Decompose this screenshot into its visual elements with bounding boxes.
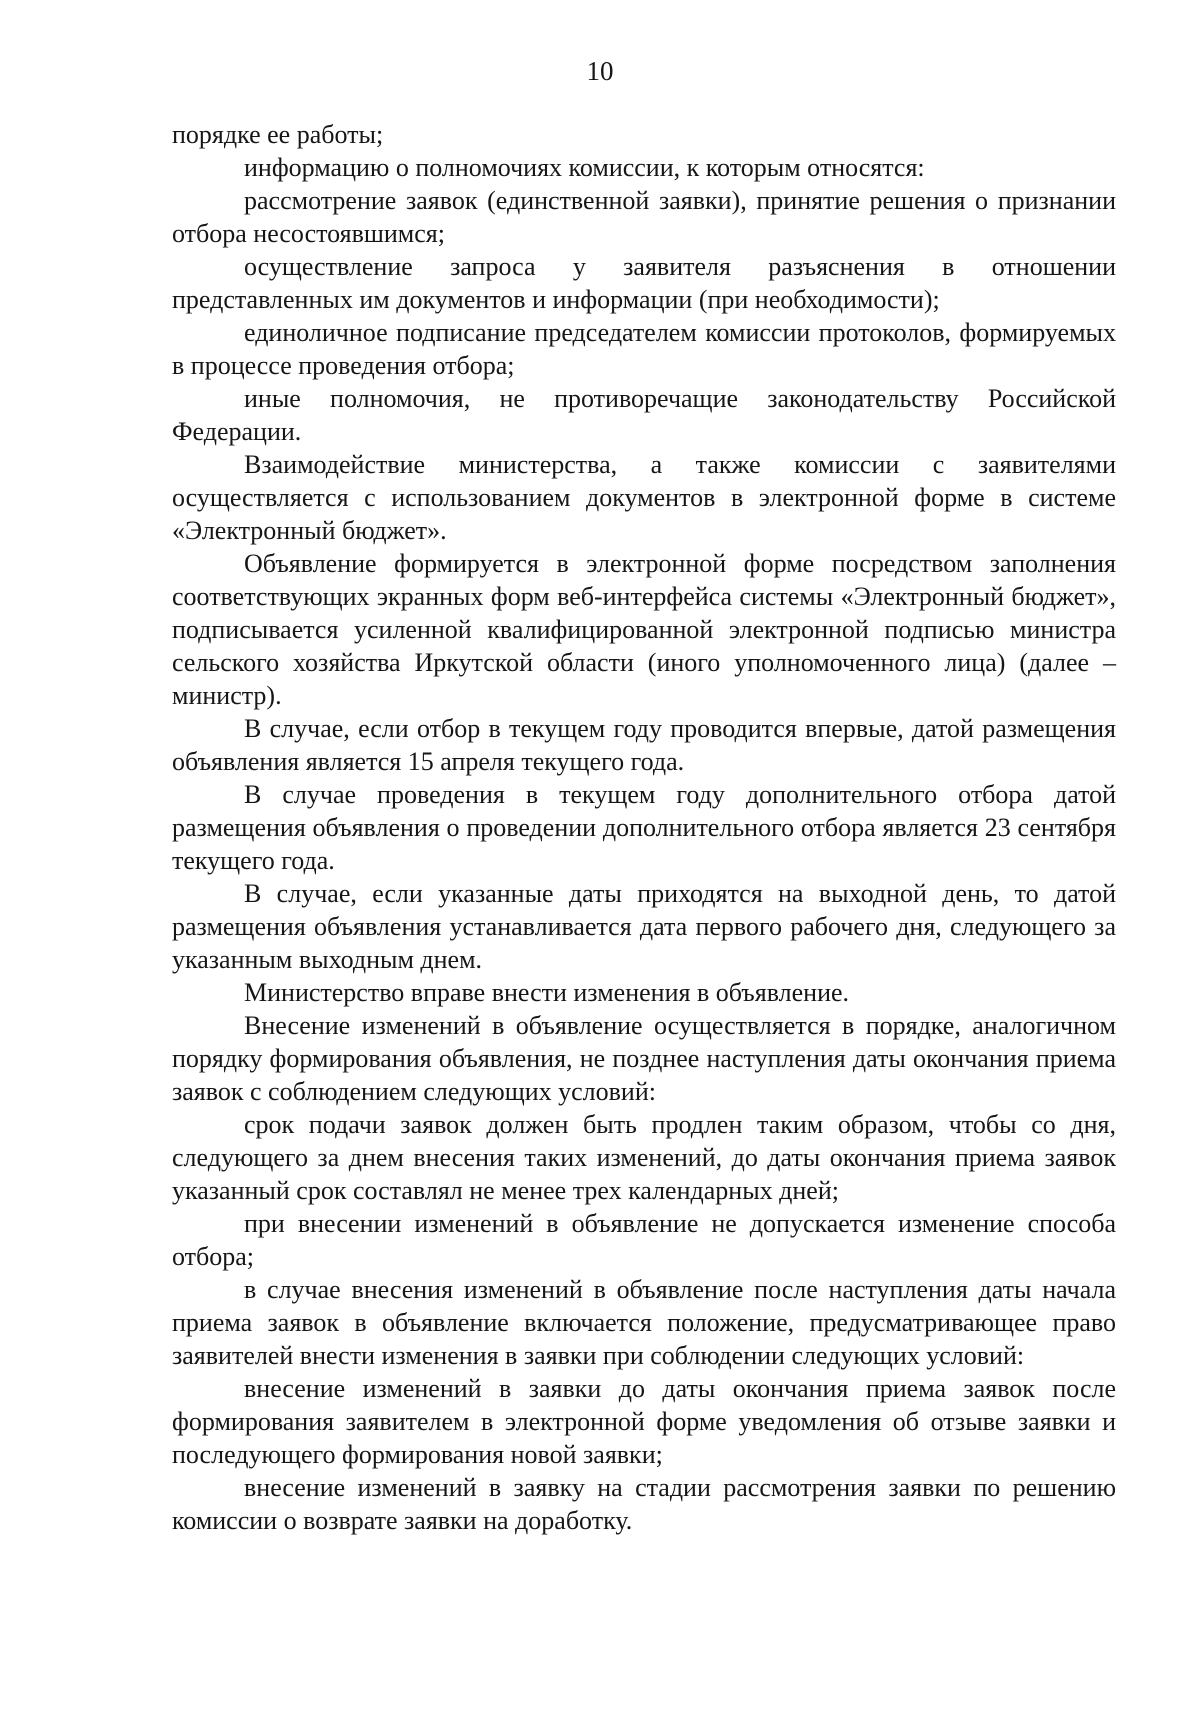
paragraph: внесение изменений в заявки до даты окончания приема заявок после формирования заявителем в электронной форме уведомления об отзыве заявки и последующего формирования новой заявки;	[172, 1374, 1116, 1469]
paragraph: внесение изменений в заявку на стадии рассмотрения заявки по решению комиссии о возврате заявки на доработку.	[172, 1473, 1116, 1535]
paragraph: Министерство вправе внести изменения в объявление.	[244, 978, 850, 1007]
paragraph: в случае внесения изменений в объявление после наступления даты начала приема заявок в объявление включается положение, предусматривающее право заявителей внести изменения в заявки при соблюдении следующих условий:	[172, 1275, 1116, 1370]
paragraph: рассмотрение заявок (единственной заявки), принятие решения о признании отбора несостоявшимся;	[172, 186, 1116, 248]
paragraph: осуществление запроса у заявителя разъяснения в отношении представленных им документов и информации (при необходимости);	[172, 252, 1116, 314]
paragraph: Взаимодействие министерства, а также комиссии с заявителями осуществляется с использованием документов в электронной форме в системе «Электронный бюджет».	[172, 450, 1116, 545]
paragraph: В случае, если отбор в текущем году проводится впервые, датой размещения объявления является 15 апреля текущего года.	[172, 714, 1116, 776]
body-text	[172, 118, 1116, 1537]
paragraph: иные полномочия, не противоречащие законодательству Российской Федерации.	[172, 384, 1116, 446]
paragraph: при внесении изменений в объявление не допускается изменение способа отбора;	[172, 1209, 1116, 1271]
paragraph: В случае, если указанные даты приходятся на выходной день, то датой размещения объявления устанавливается дата первого рабочего дня, следующего за указанным выходным днем.	[172, 879, 1116, 974]
paragraph: информацию о полномочиях комиссии, к которым относятся:	[244, 153, 925, 182]
paragraph: В случае проведения в текущем году дополнительного отбора датой размещения объявления о проведении дополнительного отбора является 23 сентября текущего года.	[172, 780, 1116, 875]
paragraph: порядке ее работы;	[172, 120, 384, 149]
paragraph: срок подачи заявок должен быть продлен таким образом, чтобы со дня, следующего за днем внесения таких изменений, до даты окончания приема заявок указанный срок составлял не менее трех календарных дней;	[172, 1110, 1116, 1205]
paragraph: Объявление формируется в электронной форме посредством заполнения соответствующих экранных форм веб-интерфейса системы «Электронный бюджет», подписывается усиленной квалифицированной электронной подписью министра сельского хозяйства Иркутской области (иного уполномоченного лица) (далее – министр).	[172, 549, 1116, 710]
page-number: 10	[586, 56, 614, 86]
paragraph: единоличное подписание председателем комиссии протоколов, формируемых в процессе проведения отбора;	[172, 318, 1116, 380]
paragraph: Внесение изменений в объявление осуществляется в порядке, аналогичном порядку формирования объявления, не позднее наступления даты окончания приема заявок с соблюдением следующих условий:	[172, 1011, 1116, 1106]
